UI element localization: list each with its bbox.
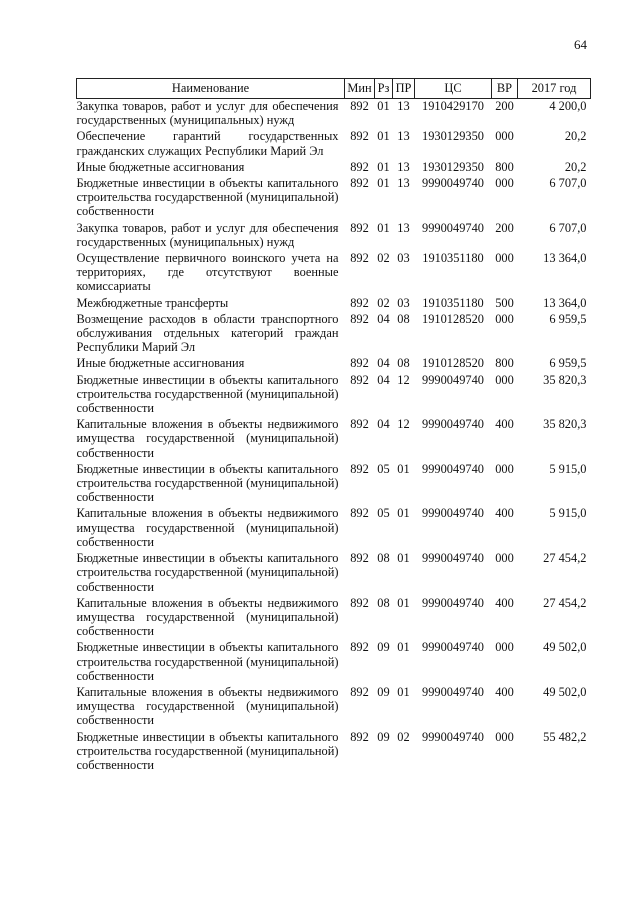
cell-sum: 49 502,0 [543, 684, 587, 699]
cell-rz: 09 [377, 684, 390, 699]
cell-rz: 01 [377, 159, 390, 174]
cell-name: Межбюджетные трансферты [76, 295, 229, 310]
cell-sum: 4 200,0 [549, 99, 587, 113]
cell-name: Закупка товаров, работ и услуг для обеспечения государственных (муниципальных) нужд [76, 99, 339, 128]
cell-vr: 500 [495, 295, 514, 310]
cell-cs: 9990049740 [422, 684, 484, 699]
table-row [77, 356, 591, 372]
cell-pr: 08 [397, 311, 410, 326]
cell-cs: 9990049740 [422, 640, 484, 655]
table-body [77, 99, 591, 775]
cell-vr: 000 [495, 461, 514, 476]
cell-rz: 08 [377, 551, 390, 566]
cell-pr: 13 [397, 99, 410, 113]
table-row [77, 221, 591, 251]
header-cs: ЦС [415, 79, 492, 99]
cell-pr: 02 [397, 729, 410, 744]
cell-vr: 000 [495, 251, 514, 266]
cell-sum: 5 915,0 [549, 461, 587, 476]
cell-cs: 1910351180 [422, 295, 484, 310]
cell-rz: 01 [377, 220, 390, 235]
cell-name: Бюджетные инвестиции в объекты капитального строительства государственной (муниципальной) собственности [76, 729, 339, 772]
cell-name: Осуществление первичного воинского учета на территориях, где отсутствуют военные комиссариаты [76, 251, 339, 294]
cell-sum: 20,2 [564, 129, 587, 144]
cell-vr: 400 [495, 417, 514, 432]
cell-rz: 09 [377, 640, 390, 655]
cell-cs: 9990049740 [422, 506, 484, 521]
cell-name: Обеспечение гарантий государственных гражданских служащих Республики Марий Эл [76, 129, 339, 158]
table-row [77, 160, 591, 176]
cell-rz: 04 [377, 356, 390, 371]
cell-rz: 01 [377, 129, 390, 144]
cell-cs: 9990049740 [422, 220, 484, 235]
cell-vr: 000 [495, 311, 514, 326]
cell-sum: 27 454,2 [543, 551, 587, 566]
cell-cs: 9990049740 [422, 461, 484, 476]
cell-cs: 1930129350 [422, 159, 484, 174]
cell-cs: 9990049740 [422, 729, 484, 744]
cell-rz: 09 [377, 729, 390, 744]
table-row [77, 730, 591, 775]
cell-rz: 01 [377, 176, 390, 191]
cell-sum: 49 502,0 [543, 640, 587, 655]
cell-name: Иные бюджетные ассигнования [76, 356, 245, 371]
table-row [77, 462, 591, 507]
cell-rz: 04 [377, 372, 390, 387]
cell-vr: 200 [495, 99, 514, 113]
table-row [77, 417, 591, 462]
cell-pr: 01 [397, 640, 410, 655]
cell-vr: 800 [495, 159, 514, 174]
cell-cs: 1910429170 [422, 99, 484, 113]
cell-pr: 01 [397, 461, 410, 476]
cell-name: Капитальные вложения в объекты недвижимого имущества государственной (муниципальной) собственности [76, 684, 339, 728]
table-row [77, 640, 591, 685]
cell-rz: 02 [377, 251, 390, 266]
cell-cs: 9990049740 [422, 417, 484, 432]
page-number: 64 [574, 37, 587, 52]
cell-min: 892 [350, 684, 369, 699]
cell-cs: 9990049740 [422, 595, 484, 610]
cell-min: 892 [350, 176, 369, 191]
cell-sum: 6 959,5 [549, 311, 587, 326]
cell-pr: 13 [397, 220, 410, 235]
table-row [77, 506, 591, 551]
cell-vr: 000 [495, 129, 514, 144]
budget-table [76, 78, 591, 774]
table-row [77, 312, 591, 357]
cell-pr: 12 [397, 372, 410, 387]
cell-min: 892 [350, 220, 369, 235]
cell-vr: 400 [495, 684, 514, 699]
cell-rz: 01 [377, 99, 390, 113]
cell-name: Закупка товаров, работ и услуг для обеспечения государственных (муниципальных) нужд [76, 220, 339, 249]
cell-vr: 000 [495, 372, 514, 387]
cell-sum: 55 482,2 [543, 729, 587, 744]
cell-min: 892 [350, 251, 369, 266]
cell-sum: 6 959,5 [549, 356, 587, 371]
cell-pr: 08 [397, 356, 410, 371]
table-row [77, 129, 591, 159]
cell-min: 892 [350, 356, 369, 371]
cell-min: 892 [350, 729, 369, 744]
cell-vr: 400 [495, 506, 514, 521]
cell-rz: 04 [377, 417, 390, 432]
cell-sum: 35 820,3 [543, 417, 587, 432]
cell-sum: 6 707,0 [549, 220, 587, 235]
cell-vr: 800 [495, 356, 514, 371]
cell-pr: 01 [397, 551, 410, 566]
header-rz: Рз [375, 79, 393, 99]
cell-min: 892 [350, 372, 369, 387]
cell-name: Капитальные вложения в объекты недвижимого имущества государственной (муниципальной) собственности [76, 417, 339, 460]
table-row [77, 99, 591, 130]
cell-sum: 20,2 [564, 159, 587, 174]
table-row [77, 685, 591, 730]
cell-cs: 9990049740 [422, 551, 484, 566]
header-min: Мин [345, 79, 375, 99]
cell-min: 892 [350, 595, 369, 610]
cell-sum: 13 364,0 [543, 251, 587, 266]
cell-pr: 01 [397, 684, 410, 699]
cell-pr: 12 [397, 417, 410, 432]
cell-name: Бюджетные инвестиции в объекты капитального строительства государственной (муниципальной) собственности [76, 461, 339, 505]
cell-name: Бюджетные инвестиции в объекты капитального строительства государственной (муниципальной) собственности [76, 640, 339, 683]
cell-rz: 04 [377, 311, 390, 326]
cell-min: 892 [350, 551, 369, 566]
header-vr: ВР [492, 79, 518, 99]
cell-min: 892 [350, 99, 369, 113]
cell-min: 892 [350, 417, 369, 432]
cell-vr: 000 [495, 551, 514, 566]
cell-min: 892 [350, 506, 369, 521]
cell-name: Капитальные вложения в объекты недвижимого имущества государственной (муниципальной) собственности [76, 595, 339, 639]
cell-sum: 13 364,0 [543, 295, 587, 310]
cell-min: 892 [350, 295, 369, 310]
cell-vr: 000 [495, 729, 514, 744]
cell-min: 892 [350, 640, 369, 655]
cell-rz: 05 [377, 461, 390, 476]
table-row [77, 373, 591, 418]
cell-cs: 9990049740 [422, 176, 484, 191]
cell-cs: 1910128520 [422, 311, 484, 326]
cell-sum: 27 454,2 [543, 595, 587, 610]
header-name: Наименование [77, 79, 345, 99]
cell-name: Иные бюджетные ассигнования [76, 159, 245, 174]
cell-sum: 5 915,0 [549, 506, 587, 521]
cell-name: Бюджетные инвестиции в объекты капитального строительства государственной (муниципальной) собственности [76, 551, 339, 594]
header-year: 2017 год [518, 79, 591, 99]
cell-name: Бюджетные инвестиции в объекты капитального строительства государственной (муниципальной) собственности [76, 372, 339, 416]
table-row [77, 251, 591, 296]
cell-pr: 03 [397, 251, 410, 266]
cell-pr: 13 [397, 176, 410, 191]
cell-sum: 35 820,3 [543, 372, 587, 387]
table-row [77, 551, 591, 596]
cell-name: Возмещение расходов в области транспортного обслуживания отдельных категорий граждан Республики Марий Эл [76, 311, 339, 355]
table-row [77, 596, 591, 641]
cell-vr: 400 [495, 595, 514, 610]
cell-min: 892 [350, 159, 369, 174]
cell-pr: 13 [397, 129, 410, 144]
cell-cs: 1910351180 [422, 251, 484, 266]
cell-min: 892 [350, 311, 369, 326]
cell-name: Бюджетные инвестиции в объекты капитального строительства государственной (муниципальной) собственности [76, 176, 339, 219]
header-pr: ПР [393, 79, 415, 99]
table-row [77, 296, 591, 312]
cell-min: 892 [350, 129, 369, 144]
cell-vr: 000 [495, 640, 514, 655]
cell-rz: 08 [377, 595, 390, 610]
cell-pr: 01 [397, 506, 410, 521]
cell-pr: 03 [397, 295, 410, 310]
cell-pr: 01 [397, 595, 410, 610]
cell-vr: 200 [495, 220, 514, 235]
cell-sum: 6 707,0 [549, 176, 587, 191]
cell-min: 892 [350, 461, 369, 476]
table-header-row [77, 79, 591, 99]
table-row [77, 176, 591, 221]
cell-cs: 1910128520 [422, 356, 484, 371]
cell-cs: 1930129350 [422, 129, 484, 144]
cell-rz: 02 [377, 295, 390, 310]
cell-rz: 05 [377, 506, 390, 521]
cell-cs: 9990049740 [422, 372, 484, 387]
cell-name: Капитальные вложения в объекты недвижимого имущества государственной (муниципальной) собственности [76, 506, 339, 549]
cell-pr: 13 [397, 159, 410, 174]
cell-vr: 000 [495, 176, 514, 191]
